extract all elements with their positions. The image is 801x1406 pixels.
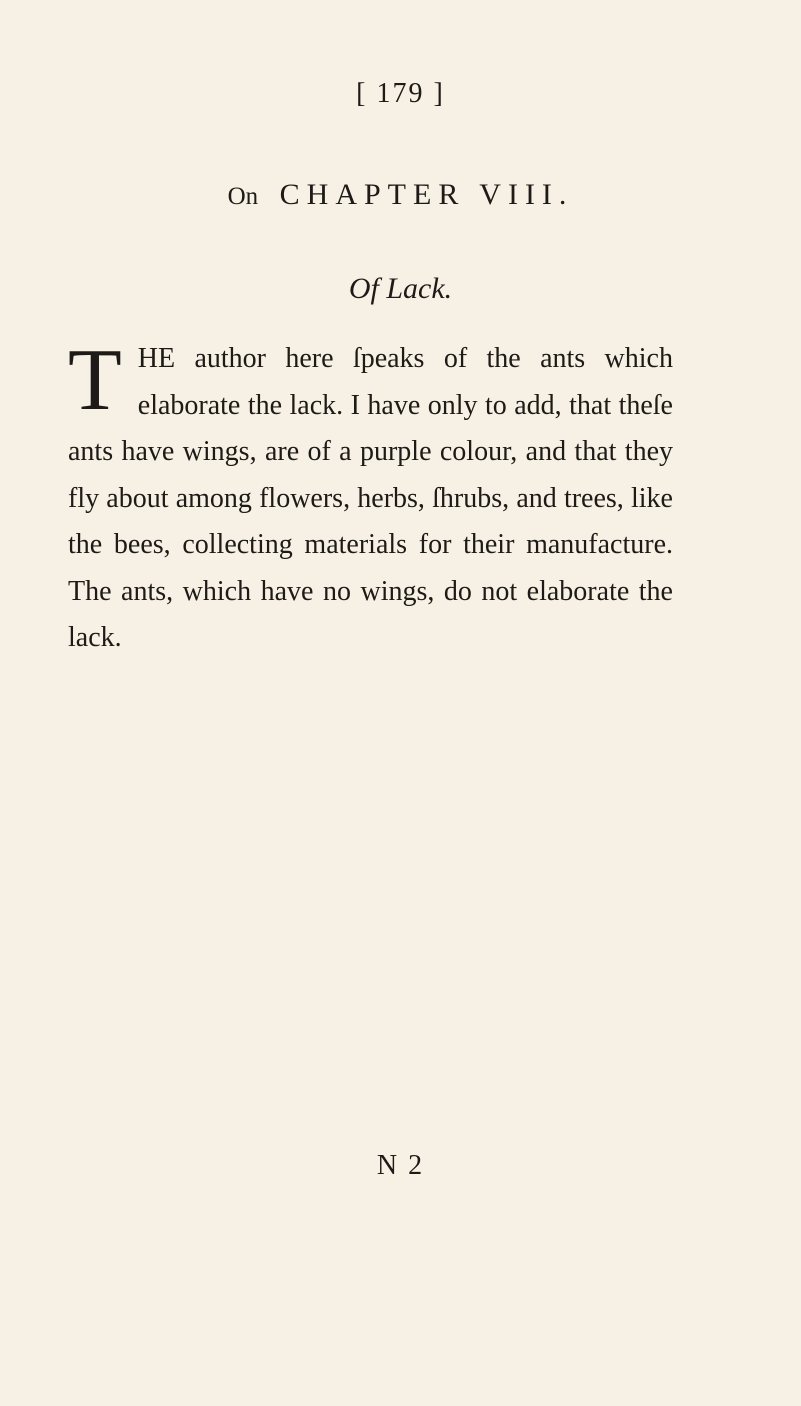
drop-cap: T (68, 332, 122, 429)
chapter-heading (0, 178, 801, 212)
signature-mark: N 2 (376, 1150, 425, 1181)
page-number: [ 179 ] (356, 78, 445, 109)
chapter-title: CHAPTER VIII. (279, 178, 574, 211)
chapter-heading-prefix: On (227, 183, 259, 210)
body-paragraph (68, 332, 673, 662)
section-title: Of Lack. (348, 272, 453, 305)
paragraph-text: HE author here ſpeaks of the ants which elaborate the lack. I have only to add, that theſe ants have wings, are of a purple colour, and that they fly about among flowers, herbs, ſhrubs, and trees, like the bees, collecting materials for their manufacture. The ants, which have no wings, do not elaborate the lack. (68, 343, 673, 653)
